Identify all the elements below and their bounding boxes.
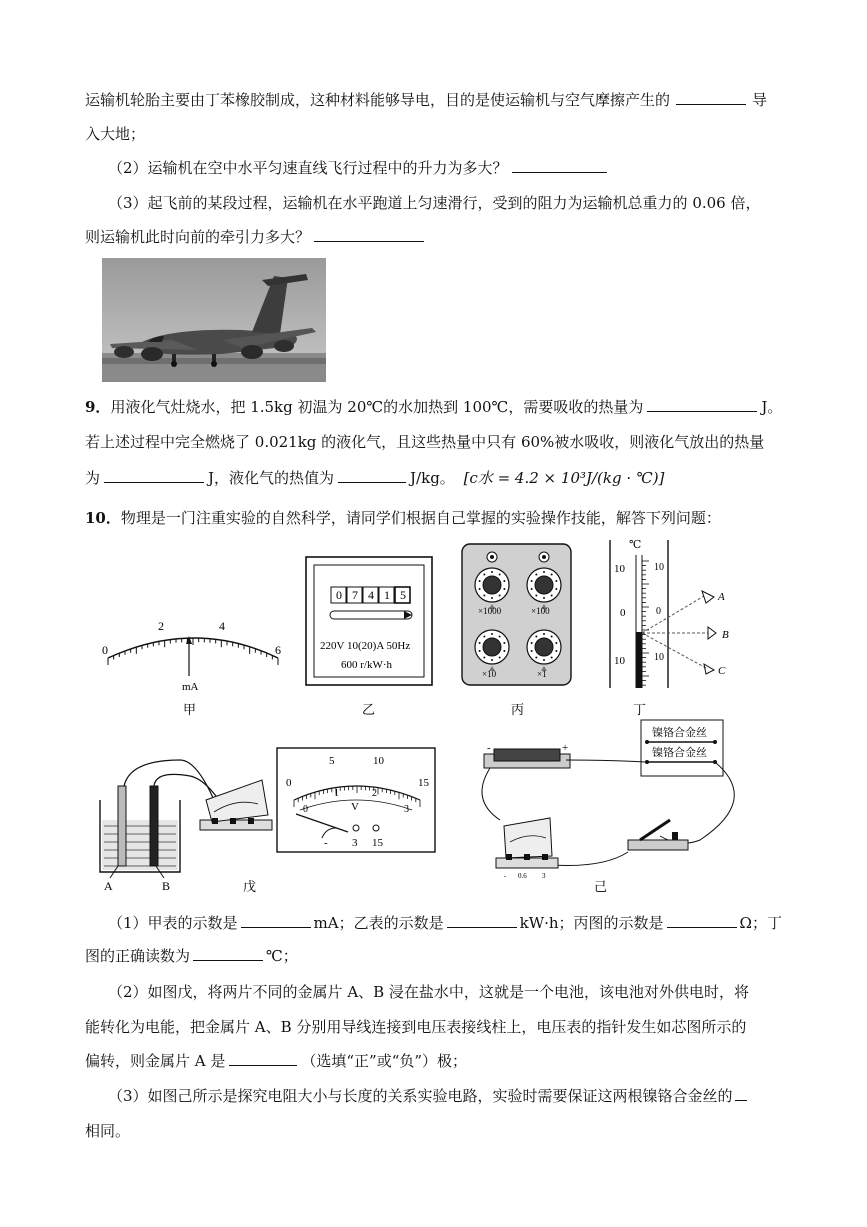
q10-intro <box>85 508 721 528</box>
unit-label: ℃ <box>629 539 642 551</box>
transport-plane-photo <box>102 258 326 382</box>
question-number: 9． <box>85 398 111 416</box>
digit: 5 <box>400 588 406 602</box>
text: 则运输机此时向前的牵引力多大？ <box>85 228 311 246</box>
eye-icon <box>702 591 714 603</box>
answer-blank[interactable] <box>193 946 263 961</box>
q8-part3a: （3）起飞前的某段过程，运输机在水平跑道上匀速滑行，受到的阻力为运输机总重力的 0.06 倍， <box>108 194 761 212</box>
text: （2）运输机在空中水平匀速直线飞行过程中的升力为多大？ <box>108 159 508 177</box>
dial-label: ×1 <box>537 669 547 679</box>
view-label-b: B <box>722 629 729 641</box>
svg-text:-: - <box>487 742 491 754</box>
answer-blank[interactable] <box>667 913 737 928</box>
tick-label: 10 <box>614 655 625 667</box>
experiment-figures <box>0 530 867 900</box>
q8-line1 <box>85 90 767 110</box>
answer-blank[interactable] <box>104 468 204 483</box>
tick-label: 10 <box>373 755 384 767</box>
text: 运输机轮胎主要由丁苯橡胶制成，这种材料能够导电，目的是使运输机与空气摩擦产生的 <box>85 91 671 109</box>
figure-jia-milliammeter <box>102 619 281 693</box>
q9-line2: 若上述过程中完全燃烧了 0.021kg 的液化气，且这些热量中只有 60%被水吸收，则液化气放出的热量 <box>85 433 765 451</box>
text: 为 <box>85 469 101 487</box>
q9-line1 <box>85 397 782 417</box>
unit-label: V <box>351 801 359 813</box>
text: 导 <box>752 91 768 109</box>
tick-label: 4 <box>219 619 225 633</box>
tick-label: 2 <box>158 619 164 633</box>
terminal-label: 3 <box>542 872 546 880</box>
answer-blank[interactable] <box>338 468 406 483</box>
q8-part3b <box>85 227 424 247</box>
caption-ding: 丁 <box>633 702 647 717</box>
q10-part1b <box>85 946 298 966</box>
caption-jia: 甲 <box>183 702 197 717</box>
text: mA；乙表的示数是 <box>313 914 444 932</box>
metal-plate-a <box>118 786 126 866</box>
answer-blank[interactable] <box>229 1051 297 1066</box>
figure-yi-energy-meter <box>306 557 432 685</box>
dial-center <box>483 576 501 594</box>
q10-part3b: 相同。 <box>85 1122 131 1140</box>
q10-part2b: 能转化为电能，把金属片 A、B 分别用导线连接到电压表接线柱上，电压表的指针发生如芯图所示的 <box>85 1018 747 1036</box>
caption-bing: 丙 <box>511 702 525 717</box>
caption-yi: 乙 <box>362 702 376 717</box>
answer-blank[interactable] <box>735 1086 747 1101</box>
digit: 1 <box>384 588 390 602</box>
dial-label: ×1000 <box>478 606 502 616</box>
q8-line2: 入大地； <box>85 125 146 143</box>
caption-wu: 戊 <box>243 879 257 894</box>
tick-label: 0 <box>656 606 661 617</box>
q10-part3a <box>108 1086 747 1106</box>
text: （3）如图己所示是探究电阻大小与长度的关系实验电路，实验时需要保证这两根镍铬合金丝的 <box>108 1087 733 1105</box>
text: 用液化气灶烧水，把 1.5kg 初温为 20℃的水加热到 100℃，需要吸收的热量为 <box>110 398 644 416</box>
svg-text:+: + <box>562 742 569 754</box>
tick-label: 0 <box>102 643 108 657</box>
text: ℃； <box>266 947 298 965</box>
text: J/kg。 <box>410 469 455 487</box>
tick-label: 10 <box>614 563 625 575</box>
tick-label: 0 <box>620 607 626 619</box>
answer-blank[interactable] <box>241 913 311 928</box>
q9-line3 <box>85 468 664 488</box>
label-b: B <box>162 879 171 893</box>
metal-plate-b <box>150 786 158 866</box>
text: 物理是一门注重实验的自然科学，请同学们根据自己掌握的实验操作技能，解答下列问题： <box>120 509 721 527</box>
tick-label: 1 <box>334 788 339 799</box>
wire-label-2: 镍铬合金丝 <box>652 747 707 759</box>
text: （1）甲表的示数是 <box>108 914 238 932</box>
text: J，液化气的热值为 <box>208 469 335 487</box>
text: J。 <box>761 398 783 416</box>
answer-blank[interactable] <box>647 397 757 412</box>
q10-part2c <box>85 1051 467 1071</box>
text: 图的正确读数为 <box>85 947 191 965</box>
meter-spec: 220V 10(20)A 50Hz <box>320 640 411 652</box>
figure-ji-resistance-circuit <box>482 720 734 880</box>
text: kW·h；丙图的示数是 <box>519 914 664 932</box>
label-a: A <box>104 879 113 893</box>
terminal-label: - <box>324 837 328 849</box>
question-number: 10． <box>85 509 121 527</box>
tick-label: 3 <box>404 804 409 815</box>
dial-center <box>483 638 501 656</box>
terminal-label: - <box>504 872 507 880</box>
dial-label: ×10 <box>482 669 497 679</box>
dial-center <box>535 576 553 594</box>
unit-label: mA <box>182 681 199 693</box>
tick-label: 2 <box>372 788 377 799</box>
answer-blank[interactable] <box>512 158 607 173</box>
tick-label: 5 <box>329 755 335 767</box>
tick-label: 6 <box>275 643 281 657</box>
terminal-label: 3 <box>352 837 358 849</box>
q8-part2 <box>108 158 607 178</box>
terminal-label: 0.6 <box>518 872 527 880</box>
tick-label: 15 <box>418 777 429 789</box>
answer-blank[interactable] <box>676 90 746 105</box>
eye-icon <box>704 664 714 674</box>
tick-label: 10 <box>654 652 664 663</box>
digit: 4 <box>368 588 374 602</box>
q10-part2a: （2）如图戊，将两片不同的金属片 A、B 浸在盐水中，这就是一个电池，该电池对外供电时，将 <box>108 983 749 1001</box>
battery <box>494 749 560 761</box>
eye-icon <box>708 627 716 639</box>
view-label-c: C <box>718 665 726 677</box>
tick-label: 0 <box>303 804 308 815</box>
text: （选填“正”或“负”）极； <box>301 1052 468 1070</box>
tick-label: 0 <box>286 777 292 789</box>
meter-constant: 600 r/kW·h <box>341 659 393 671</box>
text: Ω；丁 <box>739 914 782 932</box>
terminal-label: 15 <box>372 837 383 849</box>
digit: 7 <box>352 588 358 602</box>
figure-bing-resistance-box <box>462 544 571 685</box>
figure-wu-saltwater-battery <box>100 748 435 893</box>
caption-ji: 己 <box>594 879 608 894</box>
liquid-column <box>636 632 642 688</box>
dial-center <box>535 638 553 656</box>
text: 偏转，则金属片 A 是 <box>85 1052 226 1070</box>
specific-heat-formula: [c水 = 4.2 × 10³J/(kg · ℃)] <box>463 469 665 487</box>
switch-lever <box>640 820 670 840</box>
dial-label: ×100 <box>531 606 550 616</box>
tick-label: 10 <box>654 562 664 573</box>
q10-part1a <box>108 913 782 933</box>
view-label-a: A <box>718 591 725 603</box>
answer-blank[interactable] <box>447 913 517 928</box>
answer-blank[interactable] <box>314 227 424 242</box>
figure-ding-thermometer <box>610 539 729 688</box>
digit: 0 <box>336 588 342 602</box>
wire-label-1: 镍铬合金丝 <box>652 727 707 739</box>
